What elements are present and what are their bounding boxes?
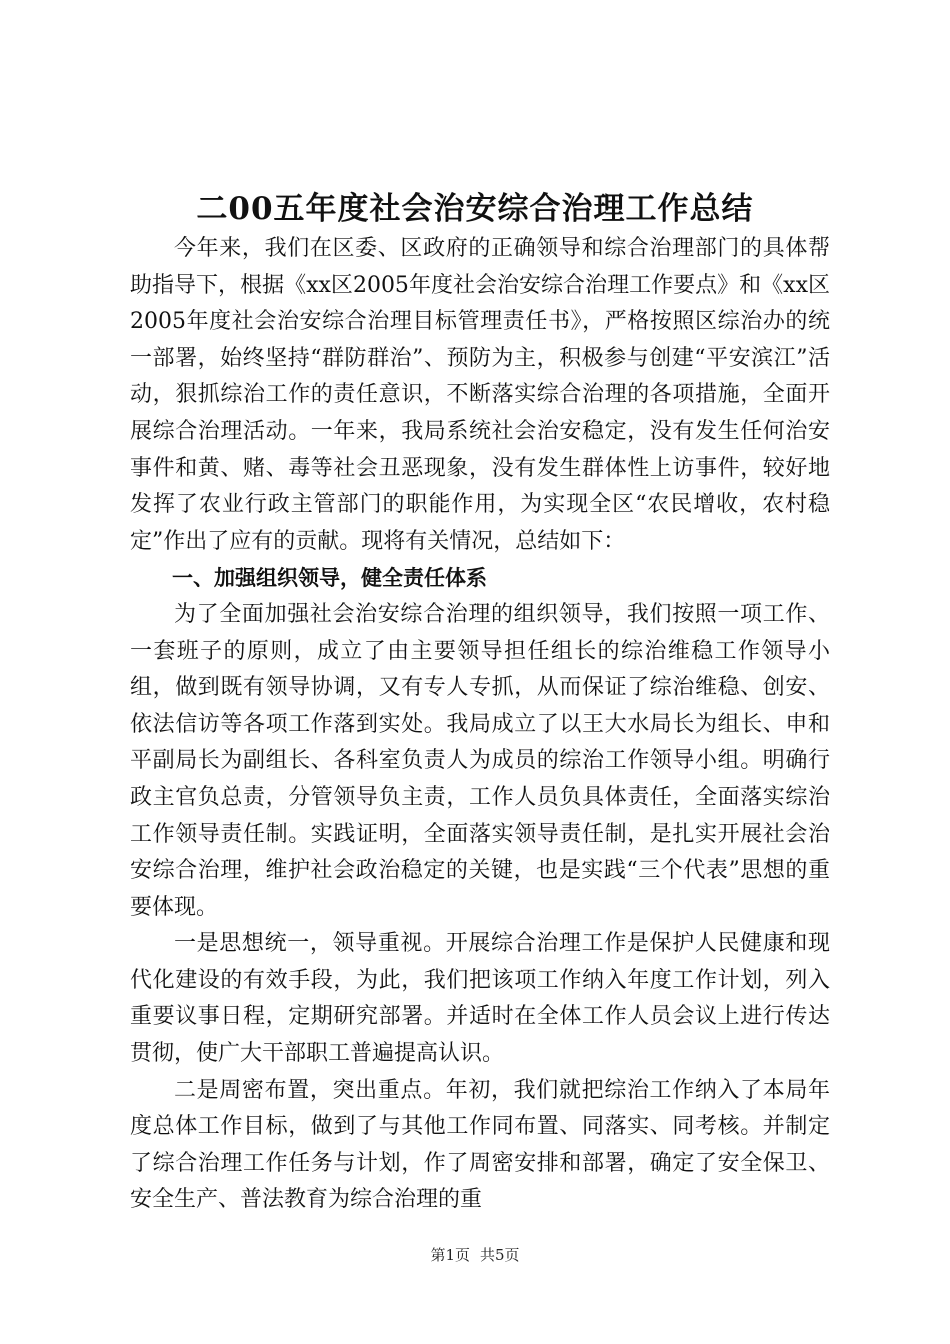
page-total: 共5页 xyxy=(480,1246,520,1264)
point-one-paragraph: 一是思想统一，领导重视。开展综合治理工作是保护人民健康和现代化建设的有效手段，为此，我们把该项工作纳入年度工作计划，列入重要议事日程，定期研究部署。并适时在全体工作人员会议上进行传达贯彻，使广大干部职工普遍提高认识。 xyxy=(130,931,830,1067)
page-footer xyxy=(0,1244,950,1266)
section-paragraph: 为了全面加强社会治安综合治理的组织领导，我们按照一项工作、一套班子的原则，成立了由主要领导担任组长的综治维稳工作领导小组，做到既有领导协调，又有专人专抓，从而保证了综治维稳、创安、依法信访等各项工作落到实处。我局成立了以王大水局长为组长、申和平副局长为副组长、各科室负责人为成员的综治工作领导小组。明确行政主官负总责，分管领导负主责，工作人员负具体责任，全面落实综治工作领导责任制。实践证明，全面落实领导责任制，是扎实开展社会治安综合治理，维护社会政治稳定的关键，也是实践“三个代表”思想的重要体现。 xyxy=(130,601,830,920)
intro-paragraph: 今年来，我们在区委、区政府的正确领导和综合治理部门的具体帮助指导下，根据《xx区2005年度社会治安综合治理工作要点》和《xx区2005年度社会治安综合治理目标管理责任书》，严格按照区综治办的统一部署，始终坚持“群防群治”、预防为主，积极参与创建“平安滨江”活动，狠抓综治工作的责任意识，不断落实综合治理的各项措施，全面开展综合治理活动。一年来，我局系统社会治安稳定，没有发生任何治安事件和黄、赌、毒等社会丑恶现象，没有发生群体性上访事件，较好地发挥了农业行政主管部门的职能作用，为实现全区“农民增收，农村稳定”作出了应有的贡献。现将有关情况，总结如下： xyxy=(130,236,830,554)
point-two-paragraph: 二是周密布置，突出重点。年初，我们就把综治工作纳入了本局年度总体工作目标，做到了与其他工作同布置、同落实、同考核。并制定了综合治理工作任务与计划，作了周密安排和部署，确定了安全保卫、安全生产、普法教育为综合治理的重 xyxy=(130,1077,830,1213)
page-number: 第1页 xyxy=(430,1246,470,1264)
section-heading: 一、加强组织领导，健全责任体系 xyxy=(172,566,487,591)
document-title: 二00五年度社会治安综合治理工作总结 xyxy=(196,191,754,227)
document-body xyxy=(130,231,830,1219)
